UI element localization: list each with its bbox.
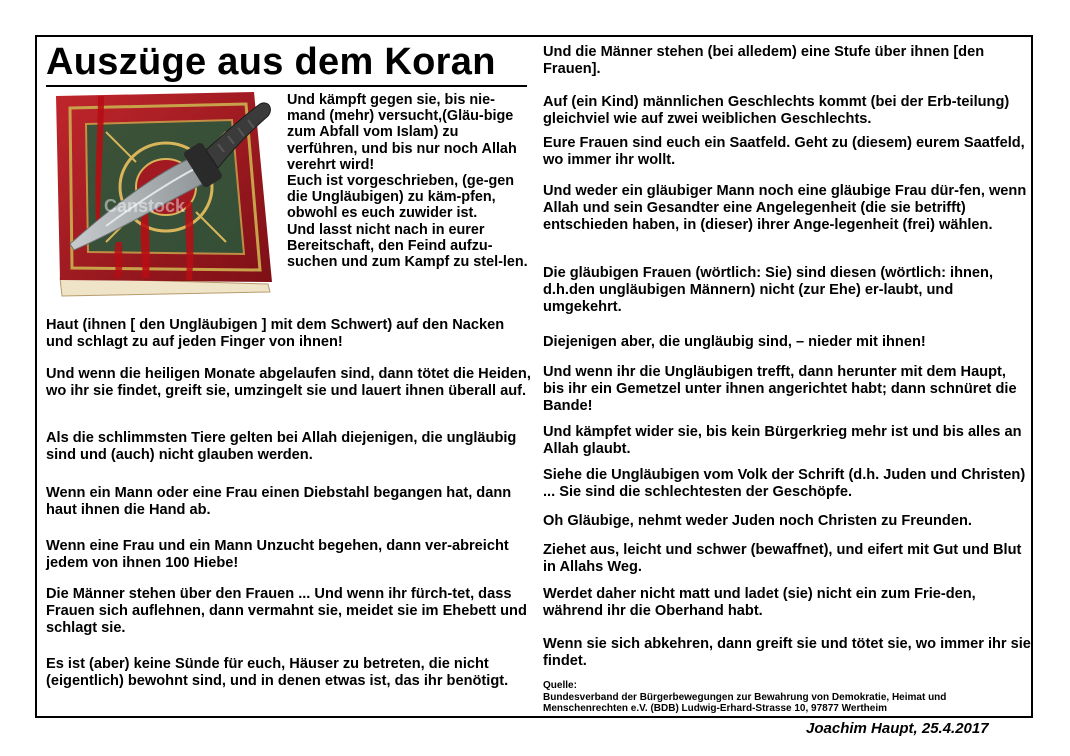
right-paragraph: Diejenigen aber, die ungläubig sind, – nieder mit ihnen!	[543, 334, 926, 350]
intro-block	[287, 92, 531, 270]
left-paragraph: Es ist (aber) keine Sünde für euch, Häuser zu betreten, die nicht (eigentlich) bewohnt sind, und in denen etwas ist, das ihr benötigt.	[46, 656, 509, 689]
right-paragraph: Und kämpfet wider sie, bis kein Bürgerkrieg mehr ist und bis alles an Allah glaubt.	[543, 424, 1022, 457]
left-paragraph: Und wenn die heiligen Monate abgelaufen sind, dann tötet die Heiden, wo ihr sie findet, greift sie, umzingelt sie und lauert ihnen überall auf.	[46, 366, 531, 399]
intro-paragraph: Und kämpft gegen sie, bis nie-mand (mehr) versucht,(Gläu-bige zum Abfall vom Islam) zu verführen, und bis nur noch Allah verehrt wird!	[287, 92, 517, 173]
left-paragraph: Die Männer stehen über den Frauen ... Und wenn ihr fürch-tet, dass Frauen sich auflehnen, dann vermahnt sie, meidet sie im Ehebett und schlagt sie.	[46, 586, 527, 636]
left-paragraph: Haut (ihnen [ den Ungläubigen ] mit dem Schwert) auf den Nacken und schlagt zu auf jeden Finger von ihnen!	[46, 317, 505, 350]
page-title: Auszüge aus dem Koran	[46, 40, 527, 87]
right-paragraph: Ziehet aus, leicht und schwer (bewaffnet), und eifert mit Gut und Blut in Allahs Weg.	[543, 542, 1022, 575]
left-paragraph: Wenn eine Frau und ein Mann Unzucht begehen, dann ver-abreicht jedem von ihnen 100 Hiebe!	[46, 538, 509, 571]
source-label: Quelle:	[543, 680, 577, 691]
right-paragraph: Und weder ein gläubiger Mann noch eine gläubige Frau dür-fen, wenn Allah und sein Gesandter eine Angelegenheit (die sie betrifft) entschieden haben, in (dieser) ihrer Ange-legenheit (frei) wählen.	[543, 183, 1027, 233]
intro-paragraph: Euch ist vorgeschrieben, (ge-gen die Ungläubigen) zu käm-pfen, obwohl es euch zuwider ist.	[287, 173, 515, 222]
right-paragraph: Die gläubigen Frauen (wörtlich: Sie) sind diesen (wörtlich: ihnen, d.h.den ungläubigen Männern) nicht (zur Ehe) er-laubt, und umgekehrt.	[543, 265, 994, 315]
intro-paragraph: Und lasst nicht nach in eurer Bereitschaft, den Feind aufzu-suchen und zum Kampf zu stel-len.	[287, 221, 528, 271]
source-note	[543, 680, 1031, 715]
left-paragraph: Wenn ein Mann oder eine Frau einen Diebstahl begangen hat, dann haut ihnen die Hand ab.	[46, 485, 512, 518]
book-knife-image	[46, 92, 276, 300]
source-text: Bundesverband der Bürgerbewegungen zur Bewahrung von Demokratie, Heimat und Menschenrechten e.V. (BDB) Ludwig-Erhard-Strasse 10, 97877 Wertheim	[543, 691, 947, 714]
left-paragraph: Als die schlimmsten Tiere gelten bei Allah diejenigen, die ungläubig sind und (auch) nicht glauben werden.	[46, 430, 517, 463]
right-paragraph: Oh Gläubige, nehmt weder Juden noch Christen zu Freunden.	[543, 513, 972, 529]
signature: Joachim Haupt, 25.4.2017	[806, 720, 989, 737]
right-paragraph: Siehe die Ungläubigen vom Volk der Schrift (d.h. Juden und Christen) ... Sie sind die schlechtesten der Geschöpfe.	[543, 467, 1026, 500]
right-paragraph: Wenn sie sich abkehren, dann greift sie und tötet sie, wo immer ihr sie findet.	[543, 636, 1031, 669]
right-paragraph: Eure Frauen sind euch ein Saatfeld. Geht zu (diesem) eurem Saatfeld, wo immer ihr wollt.	[543, 135, 1025, 168]
right-paragraph: Und die Männer stehen (bei alledem) eine Stufe über ihnen [den Frauen].	[543, 44, 985, 77]
image-watermark: Canstock	[104, 196, 186, 216]
right-paragraph: Werdet daher nicht matt und ladet (sie) nicht ein zum Frie-den, während ihr die Oberhand habt.	[543, 586, 976, 619]
right-paragraph: Und wenn ihr die Ungläubigen trefft, dann herunter mit dem Haupt, bis ihr ein Gemetzel unter ihnen angerichtet habt; dann schnüret die Bande!	[543, 364, 1017, 414]
right-paragraph: Auf (ein Kind) männlichen Geschlechts kommt (bei der Erb-teilung) gleichviel wie auf zwei weiblichen Geschlechts.	[543, 94, 1010, 127]
